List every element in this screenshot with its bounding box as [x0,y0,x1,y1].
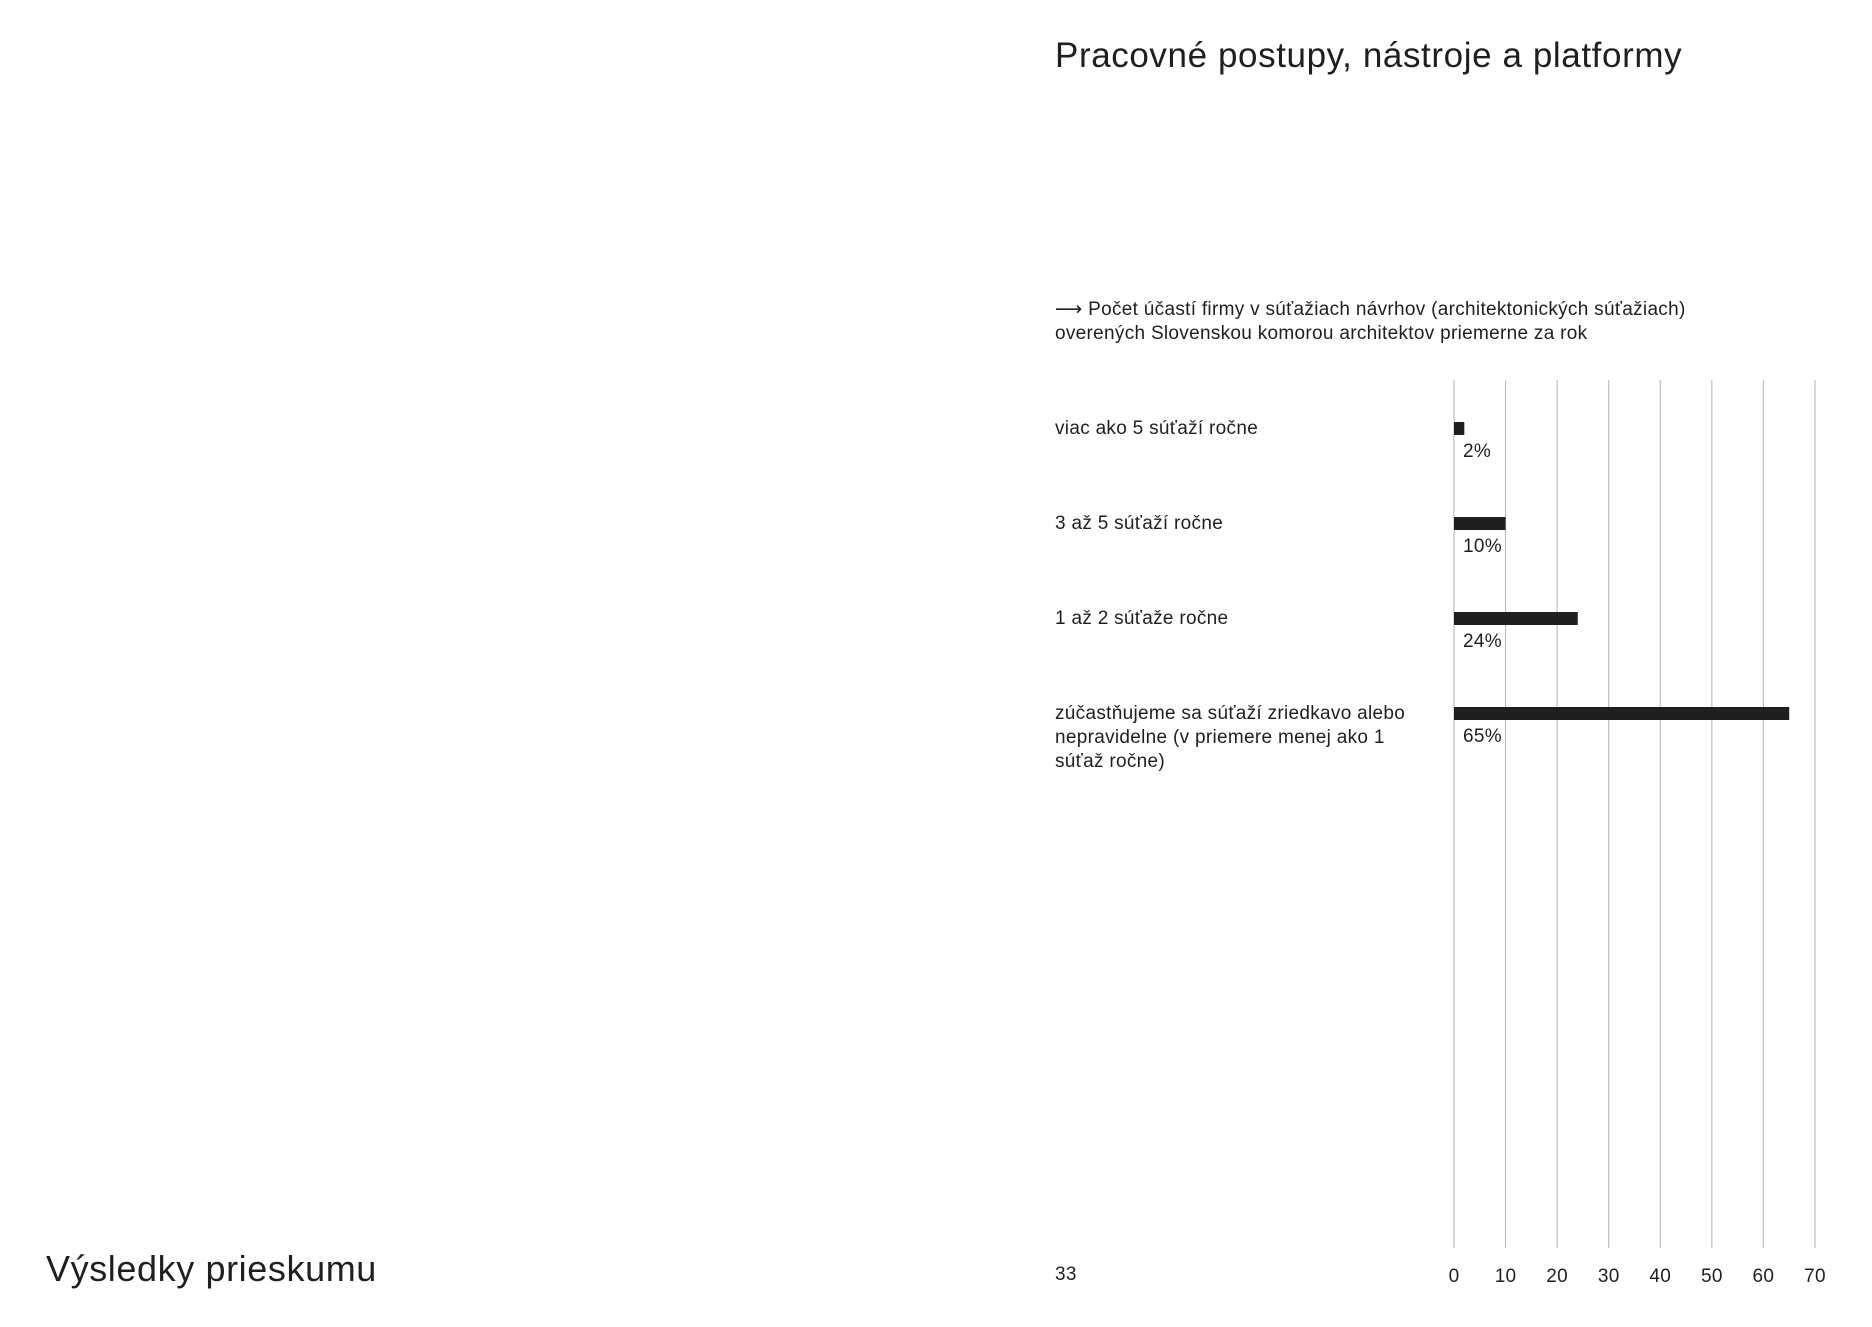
value-label-1: 10% [1463,536,1502,557]
bar-1 [1454,517,1506,530]
x-tick-label-30: 30 [1597,1266,1620,1287]
x-tick-label-50: 50 [1700,1266,1723,1287]
category-label-rarely: zúčastňujeme sa súťaží zriedkavo alebo nepravidelne (v priemere menej ako 1 súťaž ročne) [1055,703,1406,772]
x-tick-label-10: 10 [1494,1266,1517,1287]
category-label-1-to-2: 1 až 2 súťaže ročne [1055,608,1229,629]
x-tick-label-20: 20 [1546,1266,1569,1287]
bar-0 [1454,422,1464,435]
bar-2 [1454,612,1578,625]
x-tick-label-40: 40 [1649,1266,1672,1287]
chart-title-line-2: overených Slovenskou komorou architektov priemerne za rok [1055,323,1588,344]
footer-title: Výsledky prieskumu [46,1248,377,1289]
category-label-3-to-5: 3 až 5 súťaží ročne [1055,513,1224,534]
value-label-3: 65% [1463,726,1502,747]
x-tick-label-70: 70 [1804,1266,1826,1287]
x-tick-label-0: 0 [1448,1266,1460,1287]
x-tick-label-60: 60 [1752,1266,1775,1287]
chart-title-line-1: ⟶ Počet účastí firmy v súťažiach návrhov (architektonických súťažiach) [1055,299,1686,320]
chart-title [1055,298,1755,346]
value-label-2: 24% [1463,631,1502,652]
page-number: 33 [1055,1264,1077,1285]
bar-3 [1454,707,1789,720]
value-label-0: 2% [1463,441,1492,462]
category-label-more-than-5: viac ako 5 súťaží ročne [1055,418,1259,439]
section-title: Pracovné postupy, nástroje a platformy [1055,36,1683,75]
